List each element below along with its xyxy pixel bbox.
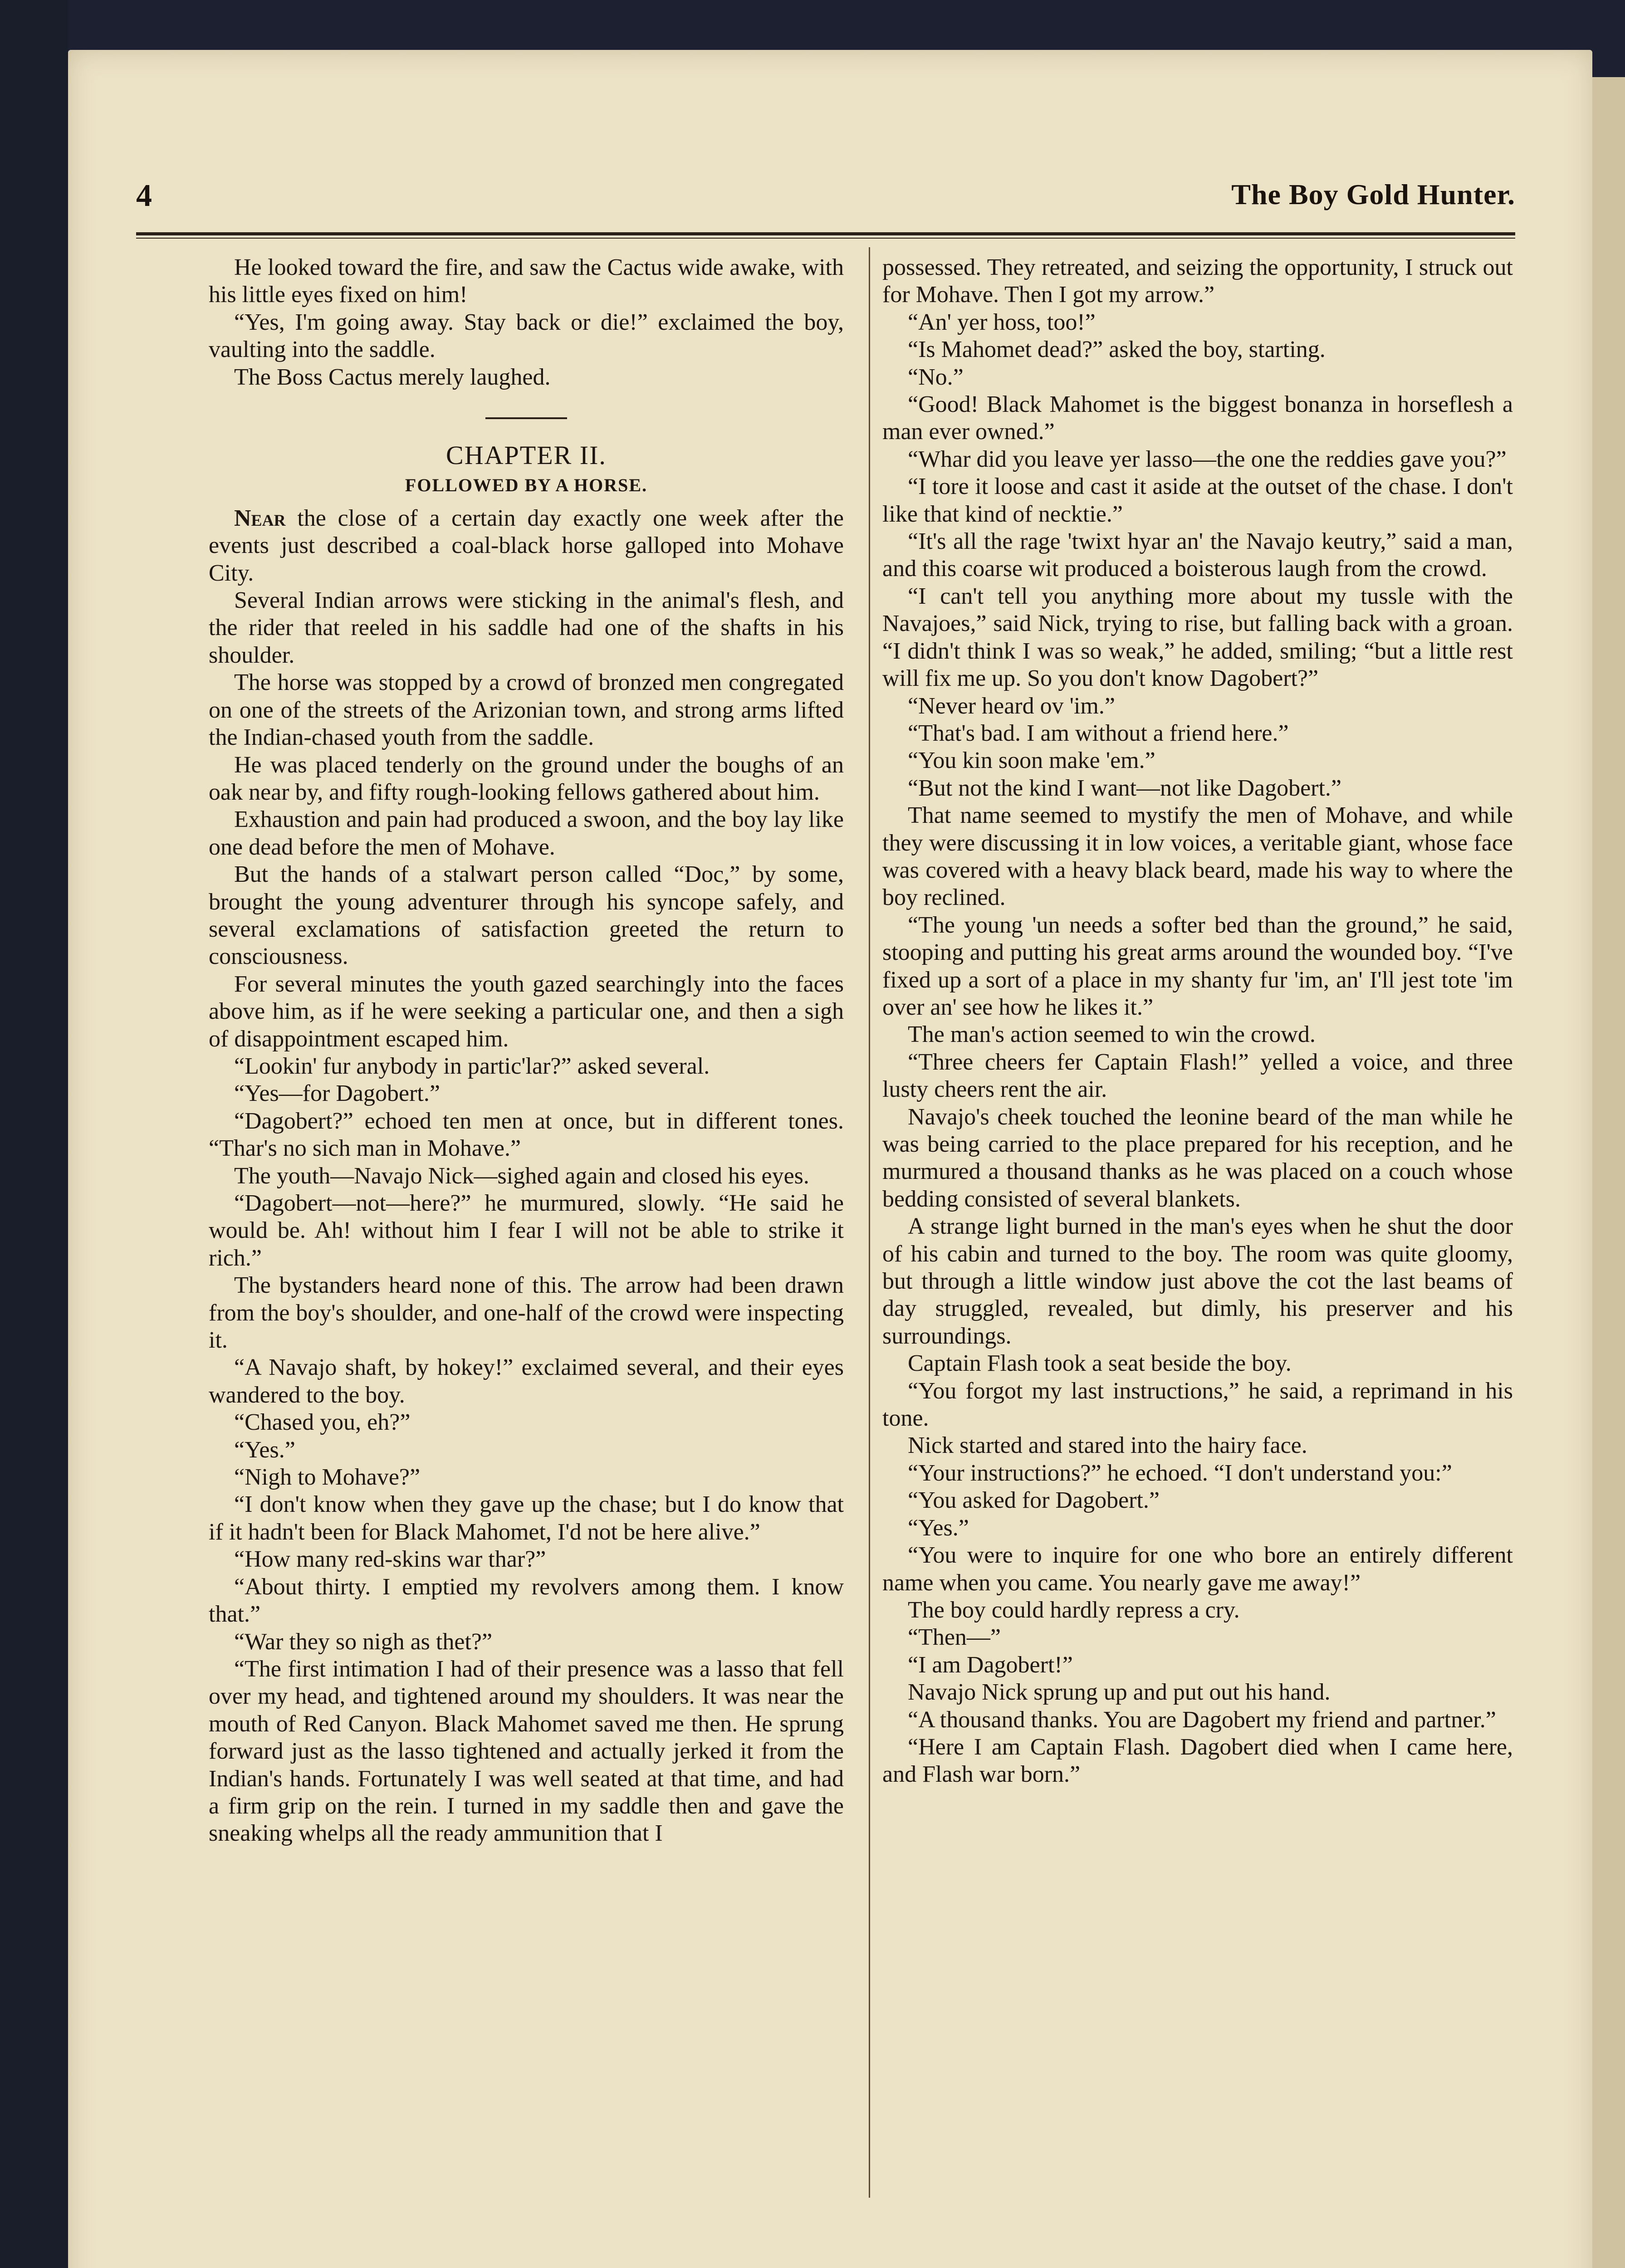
paragraph: “The first intimation I had of their presence was a lasso that fell over my head, and tightened around my shoulders. It was near the mouth of Red Canyon. Black Mahomet saved me then. He sprung forward just as the lasso tightened and actually jerked it from the Indian's hands. Fortunately I was well seated at that time, and had a firm grip on the rein. I turned in my saddle then and gave the sneaking whelps all the ready ammunition that I [209,1656,844,1847]
chapter-subtitle: FOLLOWED BY A HORSE. [405,475,648,496]
paragraph: “I can't tell you anything more about my tussle with the Navajoes,” said Nick, trying to rise, but falling back with a groan. “I didn't think I was so weak,” he added, smiling; “but a little rest will fix me up. So you don't know Dagobert?” [882,583,1513,692]
paragraph: “Your instructions?” he echoed. “I don't understand you:” [908,1460,1452,1486]
paragraph: “Is Mahomet dead?” asked the boy, starting. [908,337,1326,363]
paragraph: “Whar did you leave yer lasso—the one the reddies gave you?” [908,446,1507,472]
paragraph: The man's action seemed to win the crowd. [908,1022,1316,1048]
paragraph: “Yes, I'm going away. Stay back or die!” exclaimed the boy, vaulting into the saddle. [209,309,844,363]
paragraph: “A Navajo shaft, by hokey!” exclaimed several, and their eyes wandered to the boy. [209,1354,844,1408]
paragraph: “You forgot my last instructions,” he said, a reprimand in his tone. [882,1378,1513,1432]
paragraph: “You asked for Dagobert.” [908,1487,1160,1514]
chapter-title: CHAPTER II. [446,440,607,470]
paragraph: “It's all the rage 'twixt hyar an' the Navajo keutry,” said a man, and this coarse wit produced a boisterous laugh from the crowd. [882,528,1513,582]
paragraph: “You kin soon make 'em.” [908,748,1155,774]
paragraph: “But not the kind I want—not like Dagobert.” [908,775,1342,801]
paragraph: Several Indian arrows were sticking in the animal's flesh, and the rider that reeled in his saddle had one of the shafts in his shoulder. [209,587,844,668]
paragraph: “Nigh to Mohave?” [234,1464,421,1491]
page-header [136,178,1515,228]
continued-paragraph: possessed. They retreated, and seizing the opportunity, I struck out for Mohave. Then I got my arrow.” [882,254,1513,308]
paragraph: He was placed tenderly on the ground under the boughs of an oak near by, and fifty rough-looking fellows gathered about him. [209,752,844,805]
scan-left-edge [0,0,68,2268]
paragraph: The youth—Navajo Nick—sighed again and closed his eyes. [234,1163,809,1189]
paragraph: The Boss Cactus merely laughed. [234,364,551,390]
body-paragraphs [209,587,844,1848]
paragraph: “War they so nigh as thet?” [234,1628,493,1655]
paragraph: “Yes.” [234,1437,295,1463]
paragraph: “Here I am Captain Flash. Dagobert died when I came here, and Flash war born.” [882,1734,1513,1788]
paragraph: “Dagobert—not—here?” he murmured, slowly. “He said he would be. Ah! without him I fear I will not be able to strike it rich.” [209,1190,844,1271]
paragraph: “I tore it loose and cast it aside at the outset of the chase. I don't like that kind of necktie.” [882,474,1513,527]
left-column [209,254,844,1848]
paragraph: Nick started and stared into the hairy face. [908,1432,1307,1459]
paragraph: “Good! Black Mahomet is the biggest bonanza in horseflesh a man ever owned.” [882,391,1513,445]
paragraph: “An' yer hoss, too!” [908,309,1096,335]
section-separator [485,417,567,419]
paragraph: “Three cheers fer Captain Flash!” yelled a voice, and three lusty cheers rent the air. [882,1049,1513,1103]
paragraph: The bystanders heard none of this. The arrow had been drawn from the boy's shoulder, and one-half of the crowd were inspecting it. [209,1272,844,1354]
paragraph: “You were to inquire for one who bore an entirely different name when you came. You nearly gave me away!” [882,1542,1513,1596]
paragraph: “Then—” [908,1624,1001,1651]
paragraph: That name seemed to mystify the men of Mohave, and while they were discussing it in low voices, a veritable giant, whose face was covered with a heavy black beard, made his way to where the boy reclined. [882,802,1513,911]
right-column [882,254,1513,1789]
paragraph: “The young 'un needs a softer bed than the ground,” he said, stooping and putting his great arms around the wounded boy. “I've fixed up a sort of a place in my shanty fur 'im, an' I'll jest tote 'im over an' see how he likes it.” [882,912,1513,1020]
body-paragraphs [882,309,1513,1789]
paragraph: “That's bad. I am without a friend here.” [908,720,1289,746]
lead-text: the close of a certain day exactly one week after the events just described a coal-black horse galloped into Mohave City. [209,505,844,586]
paragraph: “I don't know when they gave up the chase; but I do know that if it hadn't been for Black Mahomet, I'd not be here alive.” [209,1491,844,1545]
header-rule [136,232,1515,239]
paragraph: Exhaustion and pain had produced a swoon, and the boy lay like one dead before the men of Mohave. [209,807,844,860]
paragraph: A strange light burned in the man's eyes when he shut the door of his cabin and turned to the boy. The room was quite gloomy, but through a little window just above the cot the last beams of day struggled, revealed, but dimly, his preserver and his surroundings. [882,1213,1513,1349]
paragraph: “Dagobert?” echoed ten men at once, but in different tones. “Thar's no sich man in Mohave.” [209,1108,844,1162]
paragraph: “Yes—for Dagobert.” [234,1080,440,1107]
paragraph: For several minutes the youth gazed searchingly into the faces above him, as if he were seeking a particular one, and then a sigh of disappointment escaped him. [209,971,844,1052]
column-divider [869,247,870,2198]
paragraph: “Lookin' fur anybody in partic'lar?” asked several. [234,1053,710,1079]
paragraph: Captain Flash took a seat beside the boy. [908,1350,1292,1377]
lead-word: Near [234,505,286,531]
paragraph: “A thousand thanks. You are Dagobert my friend and partner.” [908,1706,1496,1733]
paragraph: The boy could hardly repress a cry. [908,1597,1240,1623]
paragraph: “About thirty. I emptied my revolvers among them. I know that.” [209,1574,844,1628]
paragraph: “Chased you, eh?” [234,1409,411,1436]
running-title: The Boy Gold Hunter. [1231,178,1515,210]
paragraph: “How many red-skins war thar?” [234,1546,546,1573]
paragraph: “Never heard ov 'im.” [908,693,1115,719]
page-number: 4 [136,178,152,213]
intro-paragraphs [209,254,844,391]
paragraph: But the hands of a stalwart person called “Doc,” by some, brought the young adventurer through his syncope safely, and several exclamations of satisfaction greeted the return to consciousness. [209,861,844,970]
opening-paragraph [209,505,844,587]
paragraph: “I am Dagobert!” [908,1652,1073,1678]
paragraph: The horse was stopped by a crowd of bronzed men congregated on one of the streets of the Arizonian town, and strong arms lifted the Indian-chased youth from the saddle. [209,670,844,751]
paragraph: He looked toward the fire, and saw the Cactus wide awake, with his little eyes fixed on him! [209,254,844,308]
paragraph: Navajo Nick sprung up and put out his hand. [908,1679,1331,1706]
paragraph: “No.” [908,364,964,390]
paragraph: “Yes.” [908,1515,969,1541]
paragraph: Navajo's cheek touched the leonine beard of the man while he was being carried to the place prepared for his reception, and he murmured a thousand thanks as he was placed on a couch whose bedding consisted of several blankets. [882,1104,1513,1212]
